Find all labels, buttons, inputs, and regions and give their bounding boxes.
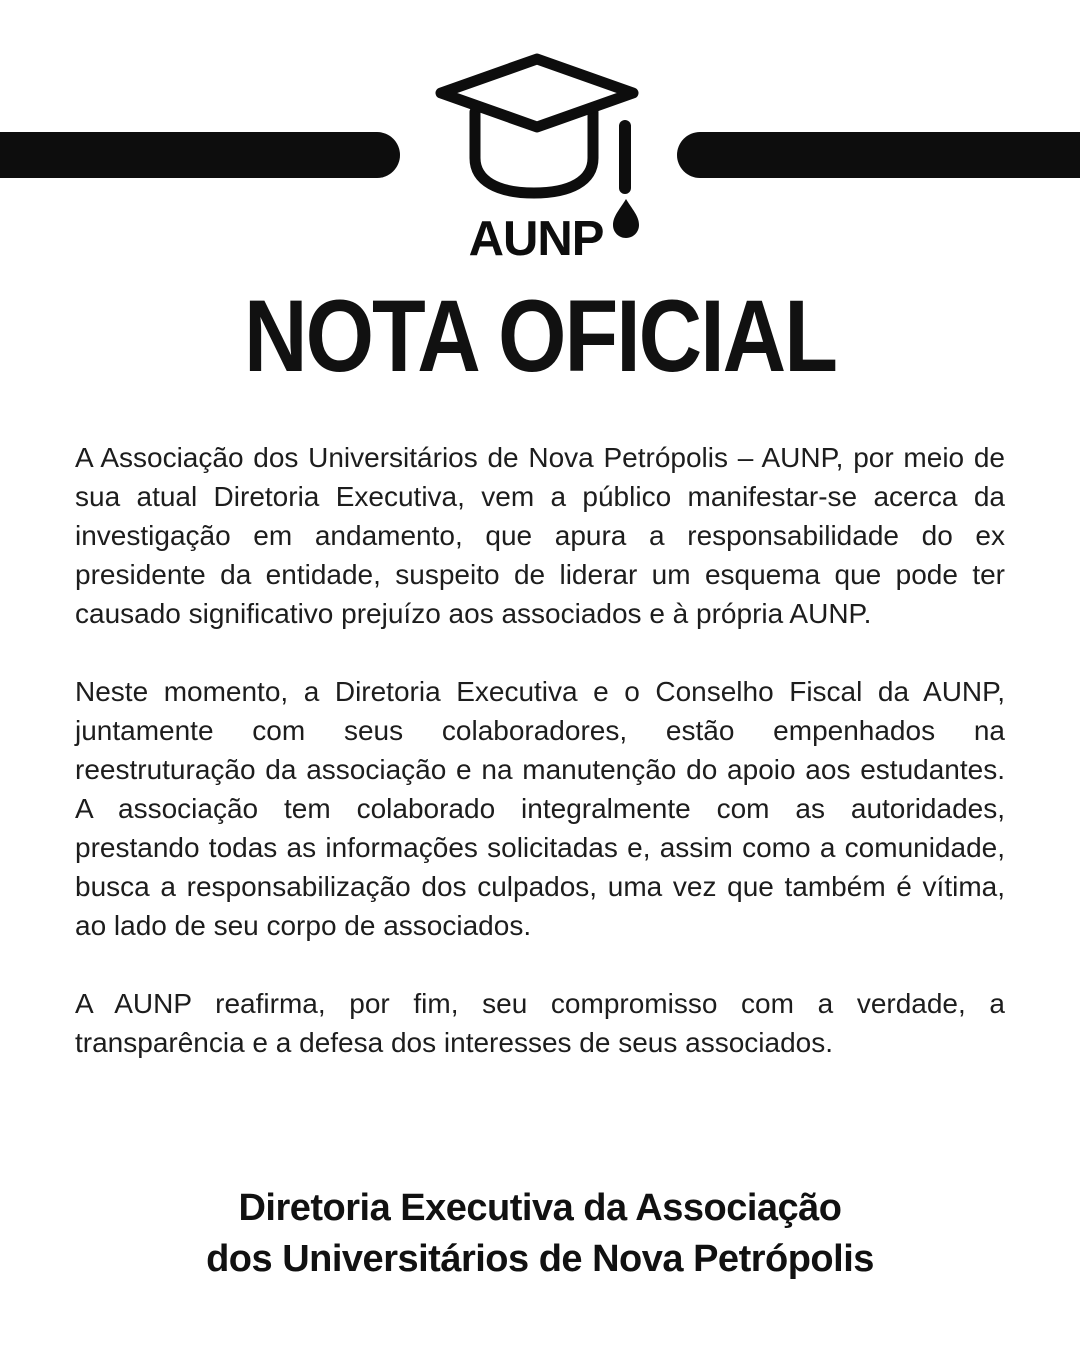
logo-wordmark: AUNP	[468, 212, 604, 262]
paragraph-1: A Associação dos Universitários de Nova Petrópolis – AUNP, por meio de sua atual Diretoria Executiva, vem a público manifestar-se acerca da investigação em andamento, que apura a responsabilidade do ex presidente da entidade, suspeito de liderar um esquema que pode ter causado significativo prejuízo aos associados e à própria AUNP.	[75, 442, 1005, 629]
signature-line-1: Diretoria Executiva da Associação	[238, 1187, 842, 1229]
page-title	[0, 276, 1080, 396]
note-body	[75, 438, 1005, 1062]
graduation-cap-icon	[420, 50, 660, 262]
aunp-logo	[0, 50, 1080, 262]
paragraph-2: Neste momento, a Diretoria Executiva e o Conselho Fiscal da AUNP, juntamente com seus colaboradores, estão empenhados na reestruturação da associação e na manutenção do apoio aos estudantes. A associação tem colaborado integralmente com as autoridades, prestando todas as informações solicitadas e, assim como a comunidade, busca a responsabilização dos culpados, uma vez que também é vítima, ao lado de seu corpo de associados.	[75, 676, 1005, 941]
paragraph-3: A AUNP reafirma, por fim, seu compromisso com a verdade, a transparência e a defesa dos interesses de seus associados.	[75, 988, 1005, 1058]
signature-line-2: dos Universitários de Nova Petrópolis	[206, 1238, 874, 1280]
signature-block	[0, 1183, 1080, 1285]
tassel-drop-icon	[613, 199, 639, 238]
page-title-text: NOTA OFICIAL	[244, 278, 836, 393]
